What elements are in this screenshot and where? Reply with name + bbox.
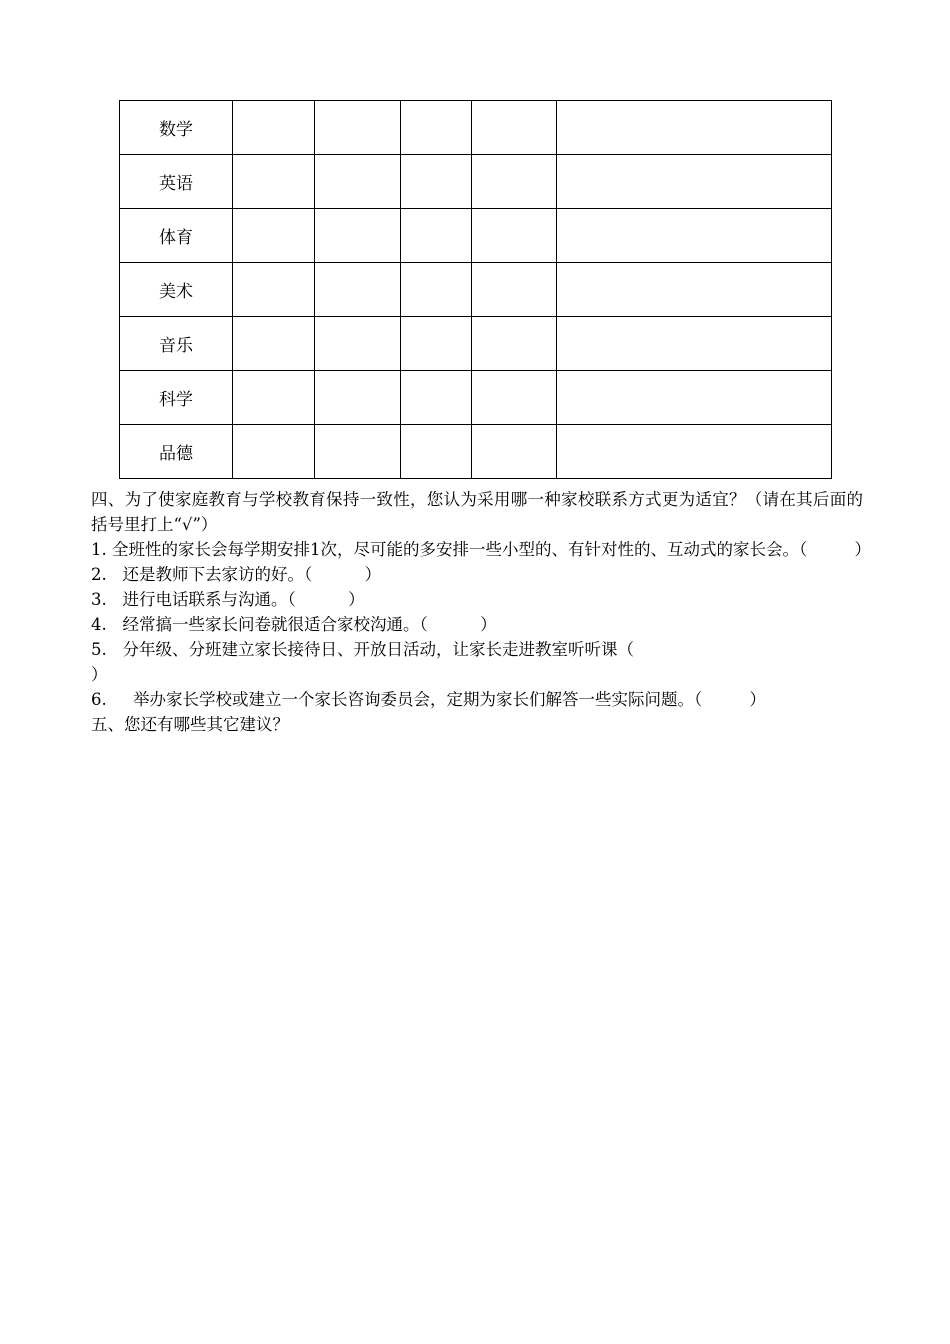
table-row — [120, 209, 832, 263]
subject-cell: 科学 — [120, 371, 233, 425]
empty-cell — [315, 371, 401, 425]
empty-cell — [472, 155, 557, 209]
option-5-bracket: ） — [91, 665, 108, 684]
empty-cell — [401, 317, 472, 371]
subject-cell: 体育 — [120, 209, 233, 263]
empty-cell — [233, 101, 315, 155]
empty-cell — [557, 263, 832, 317]
empty-cell — [472, 371, 557, 425]
subject-cell: 美术 — [120, 263, 233, 317]
option-4: 4. 经常搞一些家长问卷就很适合家校沟通。（ ） — [91, 615, 497, 634]
subject-cell: 品德 — [120, 425, 233, 479]
empty-cell — [472, 263, 557, 317]
option-6: 6. 举办家长学校或建立一个家长咨询委员会，定期为家长们解答一些实际问题。（ ） — [91, 690, 766, 709]
option-2: 2. 还是教师下去家访的好。（ ） — [91, 565, 382, 584]
empty-cell — [233, 425, 315, 479]
subject-cell: 音乐 — [120, 317, 233, 371]
option-3: 3. 进行电话联系与沟通。（ ） — [91, 590, 365, 609]
empty-cell — [401, 425, 472, 479]
empty-cell — [233, 317, 315, 371]
empty-cell — [315, 425, 401, 479]
empty-cell — [315, 101, 401, 155]
empty-cell — [557, 425, 832, 479]
questionnaire-text — [91, 487, 871, 737]
empty-cell — [401, 209, 472, 263]
table-row — [120, 371, 832, 425]
empty-cell — [315, 317, 401, 371]
empty-cell — [557, 155, 832, 209]
empty-cell — [472, 425, 557, 479]
empty-cell — [401, 371, 472, 425]
subject-cell: 数学 — [120, 101, 233, 155]
empty-cell — [472, 317, 557, 371]
empty-cell — [401, 101, 472, 155]
empty-cell — [233, 263, 315, 317]
empty-cell — [557, 371, 832, 425]
table-row — [120, 155, 832, 209]
empty-cell — [472, 101, 557, 155]
empty-cell — [557, 317, 832, 371]
option-5: 5. 分年级、分班建立家长接待日、开放日活动，让家长走进教室听听课（ — [91, 640, 634, 659]
subject-table — [119, 100, 832, 479]
table-row — [120, 425, 832, 479]
table-row — [120, 101, 832, 155]
table-row — [120, 317, 832, 371]
section4-question: 四、为了使家庭教育与学校教育保持一致性，您认为采用哪一种家校联系方式更为适宜？（请在其后面的括号里打上“√”） — [91, 490, 863, 534]
empty-cell — [233, 209, 315, 263]
empty-cell — [472, 209, 557, 263]
empty-cell — [401, 263, 472, 317]
empty-cell — [233, 371, 315, 425]
subject-cell: 英语 — [120, 155, 233, 209]
empty-cell — [315, 155, 401, 209]
empty-cell — [557, 101, 832, 155]
empty-cell — [315, 263, 401, 317]
empty-cell — [315, 209, 401, 263]
empty-cell — [557, 209, 832, 263]
section5-question: 五、您还有哪些其它建议？ — [91, 715, 289, 734]
option-1: 1. 全班性的家长会每学期安排1次，尽可能的多安排一些小型的、有针对性的、互动式的家长会。（ ） — [91, 540, 871, 559]
empty-cell — [233, 155, 315, 209]
table-row — [120, 263, 832, 317]
empty-cell — [401, 155, 472, 209]
